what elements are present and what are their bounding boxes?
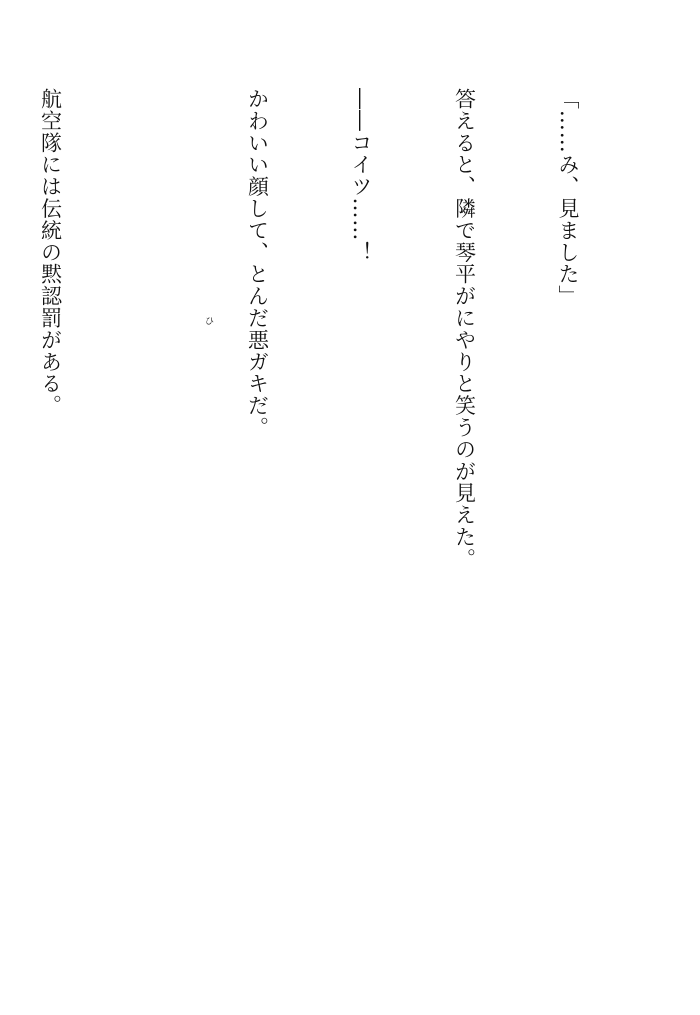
vertical-text-body — [0, 88, 654, 968]
paragraph-gap — [137, 88, 172, 968]
text-line: かわいい顔して、とんだ悪ガキだ。 — [245, 88, 270, 439]
text-line: ――コイツ……！ — [349, 88, 373, 264]
text-line: 航空隊には伝統の黙認罰がある。 — [38, 88, 63, 417]
text-line: 答えると、隣で琴平がにやりと笑うのが見えた。 — [452, 88, 477, 570]
furigana-ruby: ひ — [205, 317, 215, 327]
text-line: 「……み、見ました」 — [556, 88, 580, 307]
